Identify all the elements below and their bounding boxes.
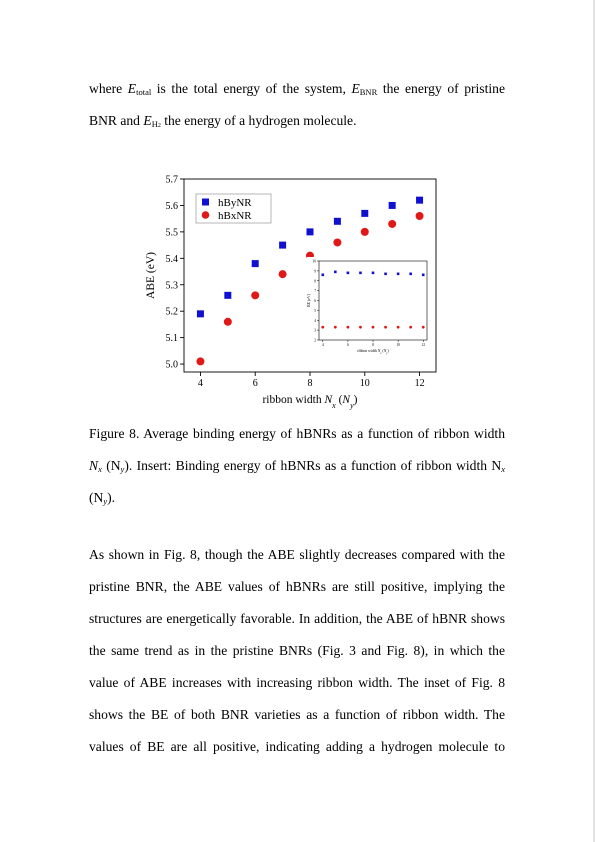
inset-background — [307, 257, 435, 358]
inset-x-axis-label-part: ( — [381, 349, 384, 353]
inset-x-axis-label-part: ) — [387, 349, 389, 353]
data-point-hByNR — [224, 292, 231, 299]
body-line-2: pristine BNR, the ABE values of hBNRs are still positive, implying the — [89, 579, 505, 594]
data-point-hByNR — [361, 210, 368, 217]
inset-data-point-series-1 — [384, 273, 387, 276]
figure-caption-line-2 — [89, 458, 505, 474]
inset-y-tick-label: 8 — [314, 279, 316, 284]
inset-y-tick-label: 10 — [312, 259, 316, 264]
intro-text: where — [89, 81, 128, 96]
intro-text: the energy of a hydrogen molecule. — [160, 113, 357, 128]
data-point-hBxNR — [224, 318, 232, 326]
data-point-hBxNR — [388, 220, 396, 228]
caption-y-sub: y — [103, 496, 108, 506]
inset-data-point-series-1 — [409, 273, 412, 276]
inset-chart — [307, 257, 435, 358]
inset-x-tick-label: 8 — [372, 343, 374, 347]
inset-x-tick-label: 4 — [321, 343, 324, 347]
inset-data-point-series-1 — [359, 272, 362, 275]
data-point-hByNR — [416, 197, 423, 204]
caption-text: (N — [89, 490, 104, 505]
caption-y-sub: y — [120, 464, 125, 474]
legend-marker-hBxNR — [202, 211, 210, 219]
caption-x-sub: x — [501, 464, 505, 474]
inset-data-point-series-2 — [397, 326, 400, 329]
chart-legend — [196, 194, 271, 223]
caption-x-sub: x — [98, 464, 102, 474]
data-point-hByNR — [279, 242, 286, 249]
x-axis-label-part: ) — [353, 394, 358, 406]
inset-data-point-series-1 — [334, 271, 337, 274]
y-axis-label: ABE (eV) — [145, 252, 157, 299]
y-tick-label: 5.2 — [165, 306, 178, 318]
body-line-7: values of BE are all positive, indicating adding a hydrogen molecule to — [89, 739, 505, 754]
inset-y-tick-label: 3 — [314, 328, 316, 333]
inset-data-point-series-2 — [384, 326, 387, 329]
intro-text: is the total energy of the system, — [151, 81, 352, 96]
inset-y-tick-label: 9 — [314, 269, 316, 274]
caption-text: ). — [107, 490, 116, 505]
intro-text: BNR and — [89, 113, 144, 128]
y-tick-label: 5.7 — [165, 174, 178, 186]
inset-data-point-series-2 — [422, 326, 425, 329]
data-point-hBxNR — [251, 291, 259, 299]
inset-y-tick-label: 6 — [314, 299, 316, 303]
body-line-1: As shown in Fig. 8, though the ABE slightly decreases compared with the — [89, 547, 505, 562]
x-axis-label-part: N — [342, 394, 351, 406]
data-point-hByNR — [389, 202, 396, 209]
inset-x-tick-label: 6 — [346, 343, 349, 347]
y-tick-label: 5.6 — [165, 200, 178, 212]
body-line-6: shows the BE of both BNR varieties as a function of ribbon width. The — [89, 707, 505, 722]
intro-text: the energy of pristine — [377, 81, 505, 96]
data-point-hBxNR — [416, 212, 424, 220]
x-axis-label-part: ribbon width — [262, 394, 325, 406]
inset-x-axis-label-part: N — [377, 349, 381, 353]
e-total-subscript: total — [136, 87, 152, 97]
data-point-hByNR — [307, 228, 314, 235]
x-axis-label-part: N — [324, 394, 333, 406]
inset-data-point-series-1 — [422, 274, 425, 277]
inset-x-tick-label: 12 — [421, 343, 426, 347]
y-tick-label: 5.1 — [165, 333, 178, 345]
y-tick-label: 5.4 — [165, 253, 178, 265]
inset-data-point-series-1 — [347, 272, 350, 275]
data-point-hByNR — [334, 218, 341, 225]
legend-label-hByNR: hByNR — [218, 197, 252, 209]
figure-caption-line-3 — [89, 490, 505, 506]
inset-data-point-series-1 — [321, 274, 324, 277]
inset-x-tick-label: 10 — [396, 343, 400, 347]
x-axis-label-part: x — [332, 400, 336, 410]
intro-line-2 — [89, 113, 505, 129]
inset-y-axis-label: BE (eV) — [307, 294, 311, 307]
y-tick-label: 5.3 — [165, 280, 178, 292]
inset-y-tick-label: 5 — [314, 308, 316, 313]
data-point-hByNR — [197, 310, 204, 317]
inset-data-point-series-2 — [346, 326, 349, 329]
body-line-3: structures are energetically favorable. In addition, the ABE of hBNR shows — [89, 611, 505, 626]
x-axis-label-part: ( — [335, 394, 343, 406]
data-point-hBxNR — [196, 357, 204, 365]
data-point-hByNR — [252, 260, 259, 267]
inset-data-point-series-1 — [372, 272, 375, 275]
e-h2-symbol: E — [143, 113, 152, 128]
body-line-4: the same trend as in the pristine BNRs (Fig. 3 and Fig. 8), in which the — [89, 643, 505, 658]
body-line-5: value of ABE increases with increasing ribbon width. The inset of Fig. 8 — [89, 675, 505, 690]
inset-y-tick-label: 2 — [314, 338, 316, 343]
inset-y-tick-label: 4 — [314, 318, 316, 323]
x-tick-label: 6 — [252, 378, 258, 389]
inset-data-point-series-2 — [372, 326, 375, 329]
e-total-symbol: E — [127, 81, 137, 96]
inset-y-tick-label: 7 — [314, 289, 316, 294]
figure-caption-line-1: Figure 8. Average binding energy of hBNRs as a function of ribbon width — [89, 426, 505, 441]
intro-line-1 — [89, 81, 505, 97]
legend-label-hBxNR: hBxNR — [218, 210, 252, 222]
inset-x-axis-label-part: x — [380, 351, 382, 355]
e-h2-sub-2: 2 — [157, 123, 161, 129]
caption-text: (N — [101, 458, 121, 473]
data-point-hBxNR — [333, 238, 341, 246]
legend-marker-hByNR — [202, 199, 209, 206]
inset-data-point-series-2 — [359, 326, 362, 329]
y-tick-label: 5.0 — [165, 359, 178, 371]
x-axis-label-part: y — [350, 400, 354, 410]
e-bnr-subscript: BNR — [359, 87, 378, 97]
inset-data-point-series-2 — [334, 326, 337, 329]
x-tick-label: 4 — [197, 378, 203, 389]
caption-n-symbol: N — [89, 458, 99, 473]
inset-data-point-series-2 — [409, 326, 412, 329]
inset-x-axis-label-part: N — [383, 349, 387, 353]
x-tick-label: 8 — [307, 378, 313, 389]
x-tick-label: 12 — [414, 378, 425, 389]
y-tick-label: 5.5 — [165, 227, 178, 239]
data-point-hBxNR — [279, 270, 287, 278]
inset-x-axis-label-part: y — [386, 351, 388, 355]
data-point-hBxNR — [361, 228, 369, 236]
x-tick-label: 10 — [359, 378, 370, 389]
caption-text: ). Insert: Binding energy of hBNRs as a function of ribbon width N — [124, 458, 502, 473]
inset-data-point-series-1 — [397, 273, 400, 276]
e-h2-subscript — [152, 119, 161, 129]
inset-x-axis-label-part: ribbon width — [357, 349, 378, 353]
inset-data-point-series-2 — [321, 326, 324, 329]
figure-8-chart — [132, 172, 452, 412]
e-bnr-symbol: E — [351, 81, 360, 96]
e-h2-sub-h: H — [151, 119, 158, 129]
x-axis-label — [262, 394, 357, 410]
